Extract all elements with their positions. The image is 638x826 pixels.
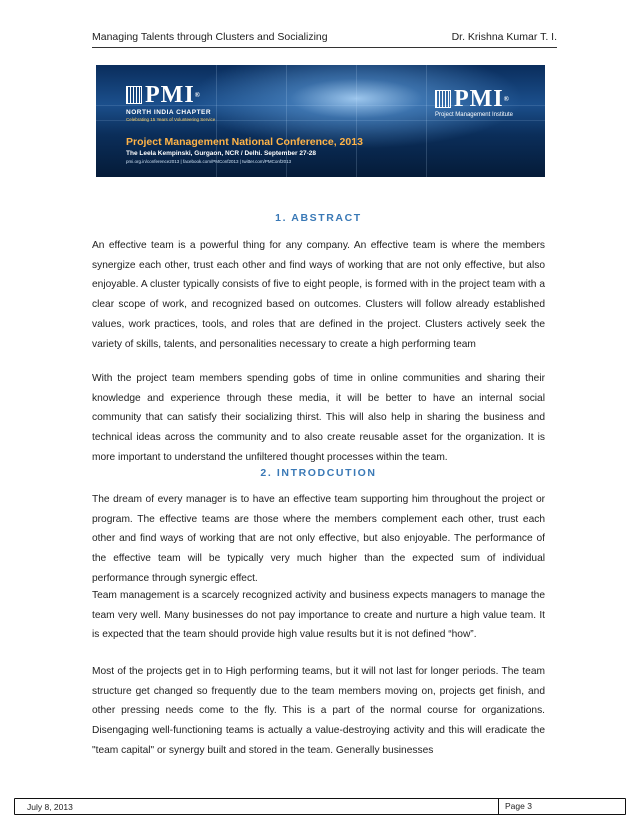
chapter-name: NORTH INDIA CHAPTER bbox=[126, 109, 212, 116]
abstract-paragraph-2: With the project team members spending gobs of time in online communities and sharing their knowledge and experience through these media, it will be better to have an internal social community that can satisfy their socializing thirst. This will also help in sharing the business and technical ideas across the community and to also create reusable asset for the organization. It is more important to understand the unfiltered thought processes within the team. bbox=[92, 373, 545, 463]
building-icon bbox=[435, 90, 451, 108]
pmi-institute-logo: PMI® Project Management Institute bbox=[434, 86, 513, 118]
section-title-introduction: 2. INTRODCUTION bbox=[260, 467, 377, 479]
intro-paragraph-1: The dream of every manager is to have an effective team supporting him throughout the project or program. The effective teams are those where the members complement each other, trust each other and find ways of working that are not only effective, but also enjoyable. The performance of the effective team will be typically very much higher than the expected sum of individual performance through synergic effect. bbox=[92, 494, 545, 584]
building-icon bbox=[126, 86, 142, 104]
section-title-abstract: 1. ABSTRACT bbox=[275, 212, 362, 224]
footer-page-number: Page 3 bbox=[498, 798, 541, 815]
header-rule bbox=[92, 47, 557, 48]
abstract-paragraph-1: An effective team is a powerful thing for any company. An effective team is where the members synergize each other, trust each other and find ways of working that are not only effective, but also enjoyable. A cluster typically consists of five to eight people, is formed with in the project team with a clear scope of work, and recognized based on outcomes. Clusters will follow already established values, work practices, tools, and roles that are defined in the project. Clusters actively seek the variety of skills, talents, and personalities necessary to create a high performing team bbox=[92, 240, 545, 350]
footer-date: July 8, 2013 bbox=[27, 802, 73, 812]
page-footer bbox=[14, 798, 626, 815]
page-header bbox=[92, 31, 557, 43]
conference-links: pmi.org.in/conference2013 | facebook.com/PMConf2013 | twitter.com/PMConf2013 bbox=[126, 159, 292, 164]
header-author: Dr. Krishna Kumar T. I. bbox=[451, 31, 557, 43]
conference-venue: The Leela Kempinski, Gurgaon, NCR / Delhi. September 27-28 bbox=[126, 150, 316, 157]
chapter-tagline: Celebrating 15 Years of Volunteering Service bbox=[126, 117, 216, 122]
header-title: Managing Talents through Clusters and Socializing bbox=[92, 31, 328, 43]
pmi-north-india-logo: PMI® NORTH INDIA CHAPTER Celebrating 15 Years of Volunteering Service bbox=[126, 82, 216, 122]
conference-banner bbox=[96, 65, 545, 177]
intro-paragraph-2: Team management is a scarcely recognized activity and business expects managers to manage the team very well. Many businesses do not pay importance to create and nurture a high value team. It is expected that the team should provide high value results but it is not defined “how”. bbox=[92, 590, 545, 641]
intro-paragraph-3: Most of the projects get in to High performing teams, but it will not last for longer periods. The team structure get changed so frequently due to the team members moving on, projects get finish, and other pressing needs come to the fly. This is a part of the normal course for organizations. Disengaging well-functioning teams is actually a value-destroying activity and this will eradicate the "team capital" or synergy built and stored in the team. Generally businesses bbox=[92, 666, 545, 756]
conference-title: Project Management National Conference, 2013 bbox=[126, 136, 363, 148]
pmi-logo-left: PMI bbox=[145, 82, 195, 108]
pmi-logo-right: PMI bbox=[453, 86, 504, 112]
institute-name: Project Management Institute bbox=[434, 112, 513, 118]
